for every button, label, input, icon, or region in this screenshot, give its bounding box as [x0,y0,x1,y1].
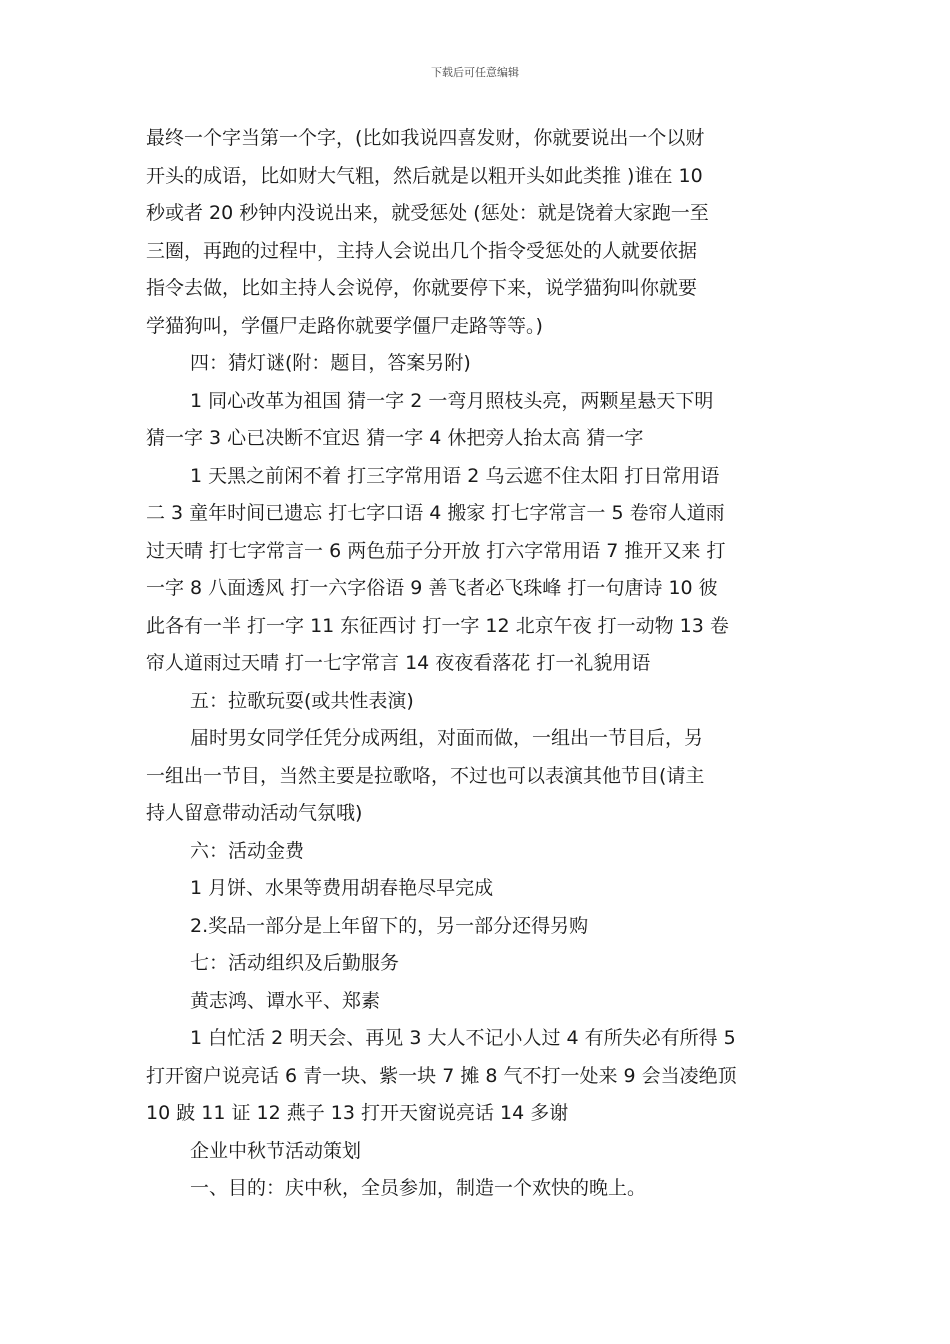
text-line: 开头的成语，比如财大气粗，然后就是以粗开头如此类推 )谁在 10 [146,164,703,187]
text-line: 六：活动金费 [190,839,305,862]
text-line: 10 跛 11 证 12 燕子 13 打开天窗说亮话 14 多谢 [146,1102,569,1124]
page-header: 下载后可任意编辑 [431,66,519,79]
text-line: 企业中秋节活动策划 [190,1139,362,1162]
text-line: 猜一字 3 心已决断不宜迟 猜一字 4 休把旁人抬太高 猜一字 [146,427,644,449]
text-line: 一字 8 八面透风 打一六字俗语 9 善飞者必飞珠峰 打一句唐诗 10 彼 [146,577,718,599]
text-line: 此各有一半 打一字 11 东征西讨 打一字 12 北京午夜 打一动物 13 卷 [146,614,729,637]
text-line: 过天晴 打七字常言一 6 两色茄子分开放 打六字常用语 7 推开又来 打 [146,539,726,562]
text-line: 持人留意带动活动气氛哦) [146,802,363,824]
text-line: 四：猜灯谜(附：题目，答案另附) [190,352,471,374]
text-line: 指令去做，比如主持人会说停，你就要停下来，说学猫狗叫你就要 [146,277,698,299]
text-line: 最终一个字当第一个字，(比如我说四喜发财，你就要说出一个以财 [146,127,705,149]
text-line: 七：活动组织及后勤服务 [190,952,400,974]
text-line: 三圈，再跑的过程中，主持人会说出几个指令受惩处的人就要依据 [146,239,698,262]
text-line: 2.奖品一部分是上年留下的，另一部分还得另购 [190,914,589,937]
text-line: 1 天黑之前闲不着 打三字常用语 2 乌云遮不住太阳 打日常用语 [190,464,720,487]
text-line: 五：拉歌玩耍(或共性表演) [190,689,414,712]
text-line: 1 同心改革为祖国 猜一字 2 一弯月照枝头亮，两颗星悬天下明 [190,389,714,412]
text-line: 届时男女同学任凭分成两组，对面而做，一组出一节目后，另 [190,727,704,749]
document-body [146,120,808,1208]
text-line: 黄志鸿、谭水平、郑素 [190,989,381,1012]
text-line: 一、目的：庆中秋，全员参加，制造一个欢快的晚上。 [190,1177,647,1199]
text-line: 打开窗户说亮话 6 青一块、紫一块 7 摊 8 气不打一处来 9 会当凌绝顶 [146,1064,737,1087]
text-line: 秒或者 20 秒钟内没说出来，就受惩处 (惩处：就是饶着大家跑一至 [146,202,709,224]
text-line: 1 月饼、水果等费用胡春艳尽早完成 [190,877,494,899]
text-line: 1 白忙活 2 明天会、再见 3 大人不记小人过 4 有所失必有所得 5 [190,1027,736,1049]
text-line: 二 3 童年时间已遗忘 打七字口语 4 搬家 打七字常言一 5 卷帘人道雨 [146,502,725,524]
text-line: 学猫狗叫，学僵尸走路你就要学僵尸走路等等。) [146,314,543,337]
text-line: 一组出一节目，当然主要是拉歌咯，不过也可以表演其他节目(请主 [146,764,705,787]
text-line: 帘人道雨过天晴 打一七字常言 14 夜夜看落花 打一礼貌用语 [146,652,651,674]
